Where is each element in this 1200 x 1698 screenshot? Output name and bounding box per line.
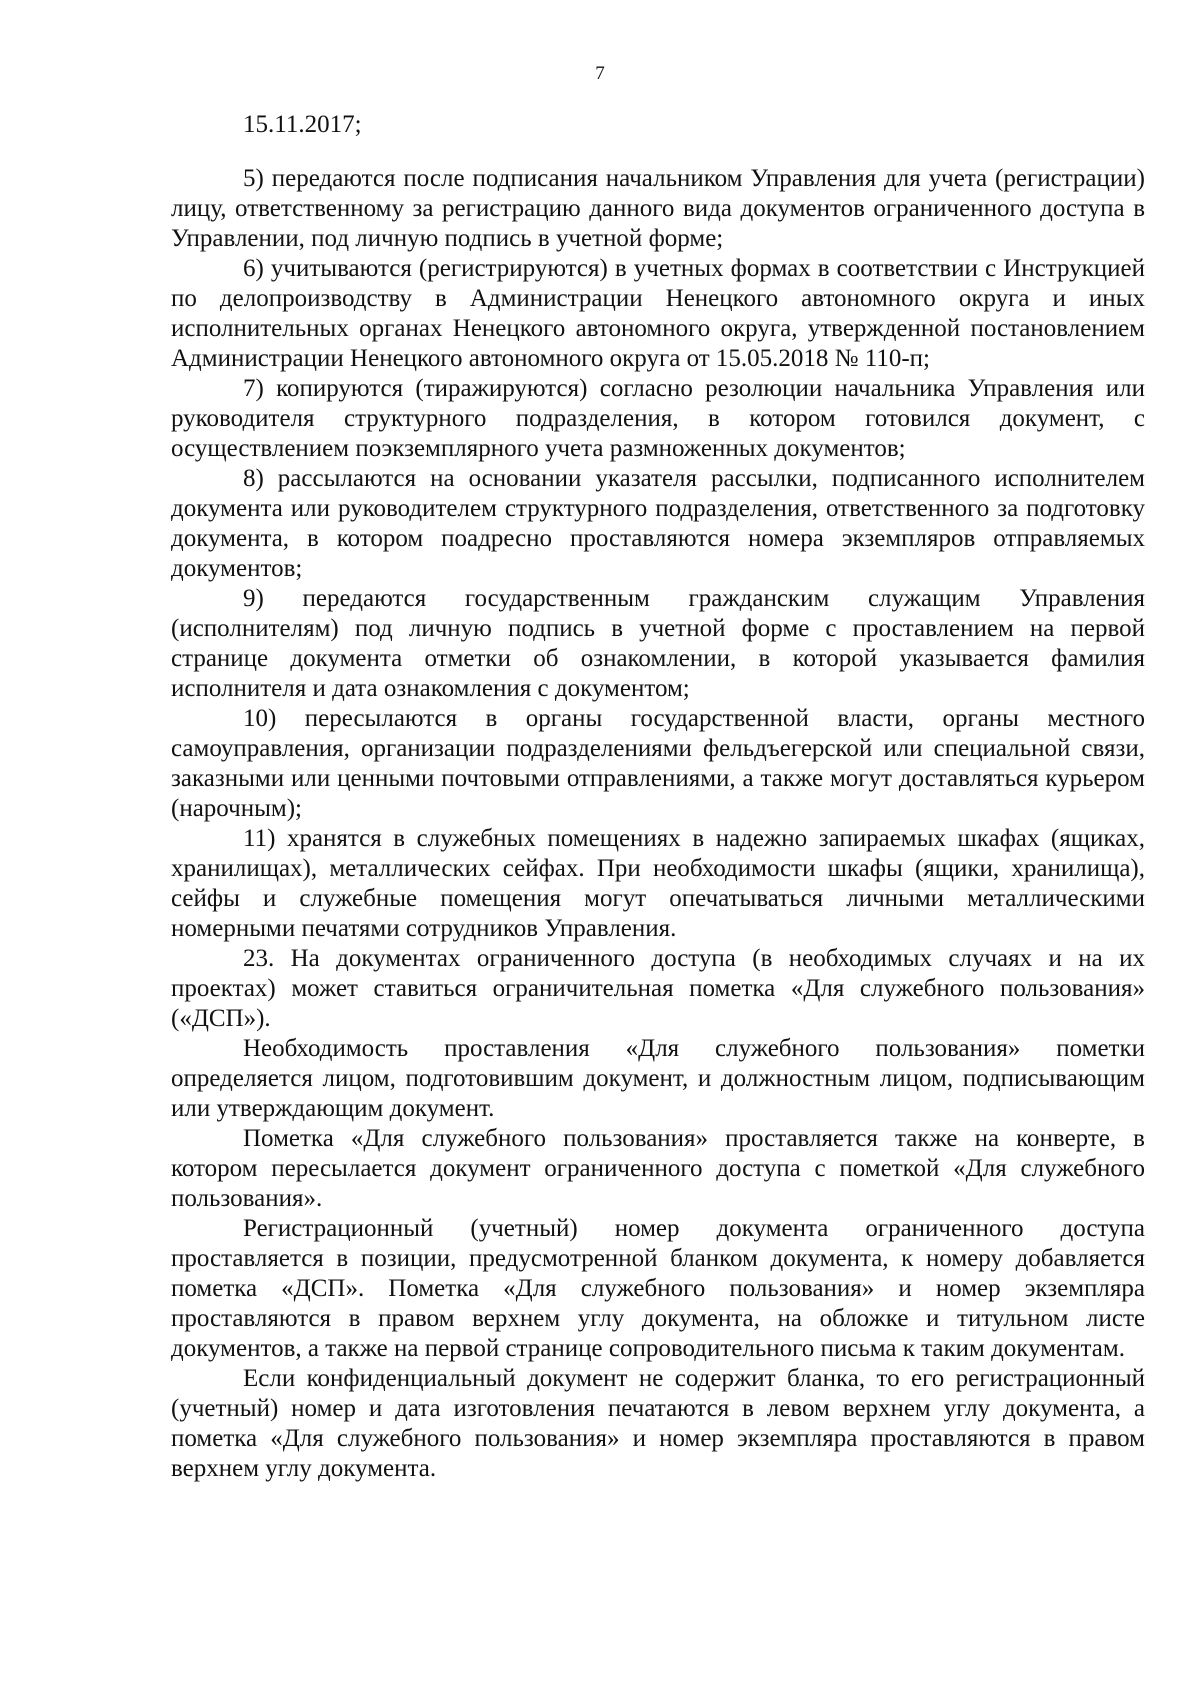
paragraph-item-11: 11) хранятся в служебных помещениях в надежно запираемых шкафах (ящиках, хранилищах), металлических сейфах. При необходимости шкафы (ящики, хранилища), сейфы и служебные помещения могут опечатываться личными металлическими номерными печатями сотрудников Управления.	[171, 825, 1145, 942]
paragraph-item-7: 7) копируются (тиражируются) согласно резолюции начальника Управления или руководителя структурного подразделения, в котором готовился документ, с осуществлением поэкземплярного учета размноженных документов;	[171, 375, 1145, 462]
paragraph-item-10: 10) пересылаются в органы государственной власти, органы местного самоуправления, организации подразделениями фельдъегерской или специальной связи, заказными или ценными почтовыми отправлениями, а также могут доставляться курьером (нарочным);	[171, 705, 1145, 822]
paragraph-envelope-mark: Пометка «Для служебного пользования» проставляется также на конверте, в котором пересылается документ ограниченного доступа с пометкой «Для служебного пользования».	[171, 1125, 1145, 1212]
document-body	[171, 110, 1145, 1484]
paragraph-item-8: 8) рассылаются на основании указателя рассылки, подписанного исполнителем документа или руководителем структурного подразделения, ответственного за подготовку документа, в котором поадресно проставляются номера экземпляров отправляемых документов;	[171, 465, 1145, 582]
paragraph-section-23: 23. На документах ограниченного доступа (в необходимых случаях и на их проектах) может ставиться ограничительная пометка «Для служебного пользования» («ДСП»).	[171, 945, 1145, 1032]
paragraph-no-blank: Если конфиденциальный документ не содержит бланка, то его регистрационный (учетный) номер и дата изготовления печатаются в левом верхнем углу документа, а пометка «Для служебного пользования» и номер экземпляра проставляются в правом верхнем углу документа.	[171, 1365, 1145, 1482]
paragraph-item-5: 5) передаются после подписания начальником Управления для учета (регистрации) лицу, ответственному за регистрацию данного вида документов ограниченного доступа в Управлении, под личную подпись в учетной форме;	[171, 165, 1145, 252]
paragraph-necessity: Необходимость проставления «Для служебного пользования» пометки определяется лицом, подготовившим документ, и должностным лицом, подписывающим или утверждающим документ.	[171, 1035, 1145, 1122]
paragraph-item-9: 9) передаются государственным гражданским служащим Управления (исполнителям) под личную подпись в учетной форме с проставлением на первой странице документа отметки об ознакомлении, в которой указывается фамилия исполнителя и дата ознакомления с документом;	[171, 585, 1145, 702]
page-number: 7	[595, 63, 605, 84]
paragraph-date-continuation: 15.11.2017;	[243, 111, 362, 138]
paragraph-registration-number: Регистрационный (учетный) номер документа ограниченного доступа проставляется в позиции, предусмотренной бланком документа, к номеру добавляется пометка «ДСП». Пометка «Для служебного пользования» и номер экземпляра проставляются в правом верхнем углу документа, на обложке и титульном листе документов, а также на первой странице сопроводительного письма к таким документам.	[171, 1215, 1145, 1362]
paragraph-item-6: 6) учитываются (регистрируются) в учетных формах в соответствии с Инструкцией по делопроизводству в Администрации Ненецкого автономного округа и иных исполнительных органах Ненецкого автономного округа, утвержденной постановлением Администрации Ненецкого автономного округа от 15.05.2018 № 110-п;	[171, 255, 1145, 372]
